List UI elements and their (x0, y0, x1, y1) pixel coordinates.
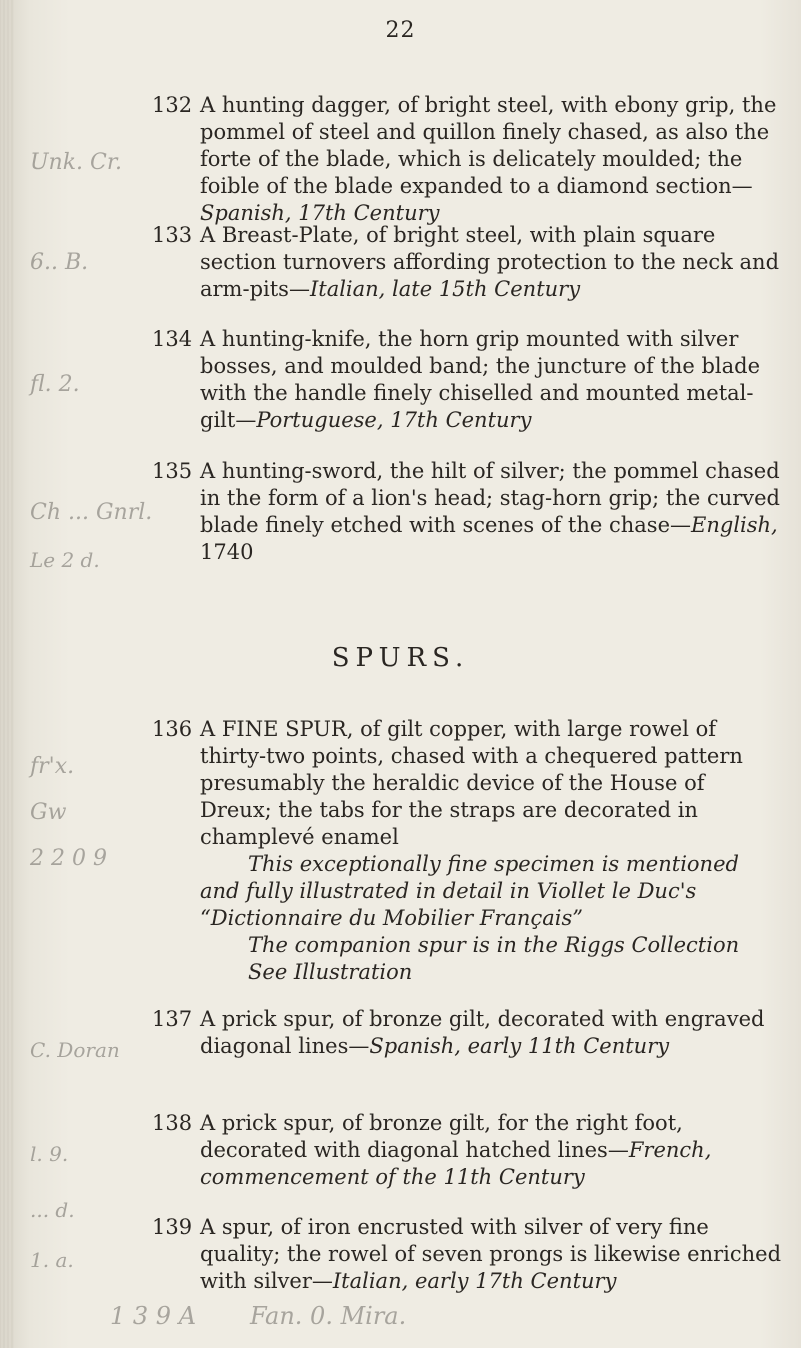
pencil-annotation: 1. a. (30, 1248, 74, 1272)
pencil-annotation: 2 2 0 9 (30, 846, 107, 871)
entry-text: A prick spur, of bronze gilt, for the right foot, decorated with diagonal hatched lines— (200, 1111, 683, 1162)
pencil-annotation: Le 2 d. (30, 548, 100, 572)
pencil-annotation: l. 9. (30, 1142, 69, 1166)
pencil-annotation: C. Doran (30, 1038, 120, 1062)
pencil-annotation: 6.. B. (30, 250, 89, 275)
pencil-annotation: fl. 2. (30, 372, 80, 397)
pencil-annotation: Gw (30, 800, 67, 825)
lot-number: 135 (152, 459, 193, 483)
entry-attribution: French, commencement of the 11th Century (200, 1138, 712, 1189)
entry-text: A prick spur, of bronze gilt, decorated with engraved diagonal lines— (200, 1007, 765, 1058)
lot-number: 138 (152, 1111, 193, 1135)
section-heading-spurs: SPURS. (331, 643, 470, 673)
lot-number: 132 (152, 93, 193, 117)
lot-number: 139 (152, 1215, 193, 1239)
pencil-annotation: Unk. Cr. (30, 150, 122, 175)
pencil-annotation: fr'x. (30, 754, 75, 779)
entry-text: A FINE SPUR, of gilt copper, with large rowel of thirty-two points, chased with a chequered pattern presumably the heraldic device of the House of Dreux; the tabs for the straps are decorated in champlevé enamel (200, 717, 743, 849)
entry-text: A spur, of iron encrusted with silver of very fine quality; the rowel of seven prongs is likewise enriched with silver— (200, 1215, 782, 1293)
entry-attribution: Italian, late 15th Century (309, 277, 581, 301)
page-number: 22 (385, 18, 416, 43)
entry-note: This exceptionally fine specimen is mentioned and fully illustrated in detail in Viollet le Duc's “Dictionnaire du Mobilier Français” (200, 852, 739, 930)
entry-text: A hunting-knife, the horn grip mounted with silver bosses, and moulded band; the juncture of the blade with the handle finely chiselled and mounted metal-gilt— (200, 327, 761, 432)
pencil-annotation: ... d. (30, 1198, 75, 1222)
lot-number: 137 (152, 1007, 193, 1031)
lot-number: 134 (152, 327, 193, 351)
entry-attribution: Italian, early 17th Century (332, 1269, 617, 1293)
entry-attribution: Portuguese, 17th Century (256, 408, 532, 432)
entry-attribution: Spanish, 17th Century (200, 201, 440, 225)
pencil-annotation: Fan. 0. Mira. (250, 1302, 407, 1330)
entry-text: A hunting dagger, of bright steel, with ebony grip, the pommel of steel and quillon finely chased, as also the forte of the blade, which is delicately moulded; the foible of the blade expanded to a diamond section— (200, 93, 777, 198)
lot-number: 133 (152, 223, 193, 247)
entry-note: See Illustration (248, 960, 413, 984)
entry-text: A hunting-sword, the hilt of silver; the pommel chased in the form of a lion's head; stag-horn grip; the curved blade finely etched with scenes of the chase— (200, 459, 781, 537)
pencil-annotation: 1 3 9 A (110, 1302, 197, 1330)
entry-date: 1740 (200, 540, 254, 564)
entry-attribution: Spanish, early 11th Century (369, 1034, 670, 1058)
lot-number: 136 (152, 717, 193, 741)
pencil-annotation: Ch ... Gnrl. (30, 500, 153, 525)
entry-note: The companion spur is in the Riggs Collection (248, 933, 740, 957)
entry-text: A Breast-Plate, of bright steel, with plain square section turnovers affording protection to the neck and arm-pits— (200, 223, 780, 301)
entry-attribution: English, (691, 513, 778, 537)
